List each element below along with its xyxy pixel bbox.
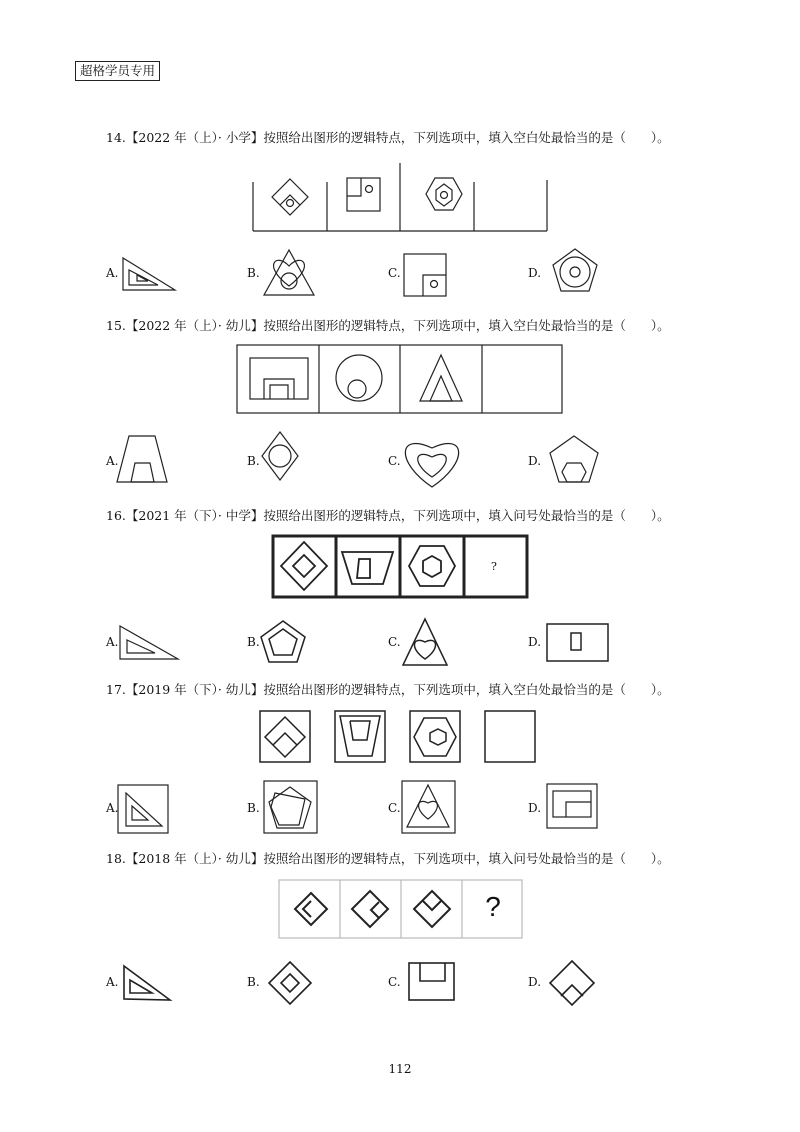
q15-label-d: D. xyxy=(528,454,542,468)
q14-figure-2 xyxy=(347,178,380,211)
q14-option-d[interactable] xyxy=(553,249,597,291)
q16-question-mark: ? xyxy=(491,560,497,573)
question-text: 【2022 年（上）· 幼儿】按照给出图形的逻辑特点，下列选项中，填入空白处最恰当的是（ ）。 xyxy=(125,318,670,333)
q17-blank xyxy=(485,711,535,762)
q14-figure-3 xyxy=(426,178,462,210)
q15-figure-2 xyxy=(336,355,382,401)
q18-label-c: C. xyxy=(388,975,401,989)
q18-option-a[interactable] xyxy=(124,966,170,1000)
q16-option-b[interactable] xyxy=(261,621,305,662)
q14-label-b: B. xyxy=(247,266,260,280)
q15-option-d[interactable] xyxy=(550,436,598,482)
q16-figure-1 xyxy=(281,542,327,590)
q17-figure-3 xyxy=(410,711,460,762)
q17-option-c[interactable] xyxy=(402,781,455,833)
question-text: 【2022 年（上）· 小学】按照给出图形的逻辑特点，下列选项中，填入空白处最恰当的是（ ）。 xyxy=(125,130,670,145)
q16-figure-2 xyxy=(342,552,393,584)
q17-label-a: A. xyxy=(106,801,119,815)
q18-question-mark: ? xyxy=(485,891,501,922)
q18-label-a: A. xyxy=(106,975,119,989)
q17-sequence xyxy=(260,711,535,762)
question-text: 【2021 年（下）· 中学】按照给出图形的逻辑特点，下列选项中，填入问号处最恰当的是（ ）。 xyxy=(125,508,670,523)
question-number: 15. xyxy=(106,318,126,333)
q17-label-c: C. xyxy=(388,801,401,815)
q15-figure-1 xyxy=(250,358,308,399)
q18-option-d[interactable] xyxy=(550,961,594,1005)
q17-label-b: B. xyxy=(247,801,260,815)
q15-sequence xyxy=(237,345,562,413)
q16-option-a[interactable] xyxy=(120,626,178,659)
question-text: 【2019 年（下）· 幼儿】按照给出图形的逻辑特点，下列选项中，填入空白处最恰当的是（ ）。 xyxy=(125,682,670,697)
q16-label-c: C. xyxy=(388,635,401,649)
q14-option-c[interactable] xyxy=(404,254,446,296)
q16-option-c[interactable] xyxy=(403,619,447,665)
question-number: 18. xyxy=(106,851,126,866)
q16-label-d: D. xyxy=(528,635,542,649)
q15-option-a[interactable] xyxy=(117,436,167,482)
q16-label-a: A. xyxy=(106,635,119,649)
q14-label-a: A. xyxy=(106,266,119,280)
q18-figure-1 xyxy=(295,893,327,925)
q18-figure-2 xyxy=(352,891,388,927)
q17-option-b[interactable] xyxy=(264,781,317,833)
q17-figure-2 xyxy=(335,711,385,762)
q17-option-d[interactable] xyxy=(547,784,597,828)
q14-option-b[interactable] xyxy=(264,250,314,295)
q15-label-b: B. xyxy=(247,454,260,468)
q18-option-b[interactable] xyxy=(269,962,311,1004)
question-number: 16. xyxy=(106,508,126,523)
header-badge: 超格学员专用 xyxy=(75,61,160,81)
q17-label-d: D. xyxy=(528,801,542,815)
q16-figure-3 xyxy=(409,546,455,586)
q18-label-d: D. xyxy=(528,975,542,989)
q15-option-b[interactable] xyxy=(262,432,298,480)
q17-option-a[interactable] xyxy=(118,785,168,833)
q16-option-d[interactable] xyxy=(547,624,608,661)
q15-option-c[interactable] xyxy=(405,444,458,487)
q18-figure-3 xyxy=(414,891,450,927)
q15-label-c: C. xyxy=(388,454,401,468)
page-number: 112 xyxy=(388,1062,412,1076)
q14-sequence xyxy=(253,163,547,231)
q15-label-a: A. xyxy=(106,454,119,468)
q14-figure-1 xyxy=(272,179,308,215)
q14-label-c: C. xyxy=(388,266,401,280)
q18-option-c[interactable] xyxy=(409,963,454,1000)
question-text: 【2018 年（上）· 幼儿】按照给出图形的逻辑特点，下列选项中，填入问号处最恰当的是（ ）。 xyxy=(125,851,670,866)
question-number: 14. xyxy=(106,130,126,145)
q14-label-d: D. xyxy=(528,266,542,280)
q16-label-b: B. xyxy=(247,635,260,649)
question-number: 17. xyxy=(106,682,126,697)
q14-option-a[interactable] xyxy=(123,258,175,290)
q18-label-b: B. xyxy=(247,975,260,989)
q15-figure-3 xyxy=(420,355,462,401)
q17-figure-1 xyxy=(260,711,310,762)
